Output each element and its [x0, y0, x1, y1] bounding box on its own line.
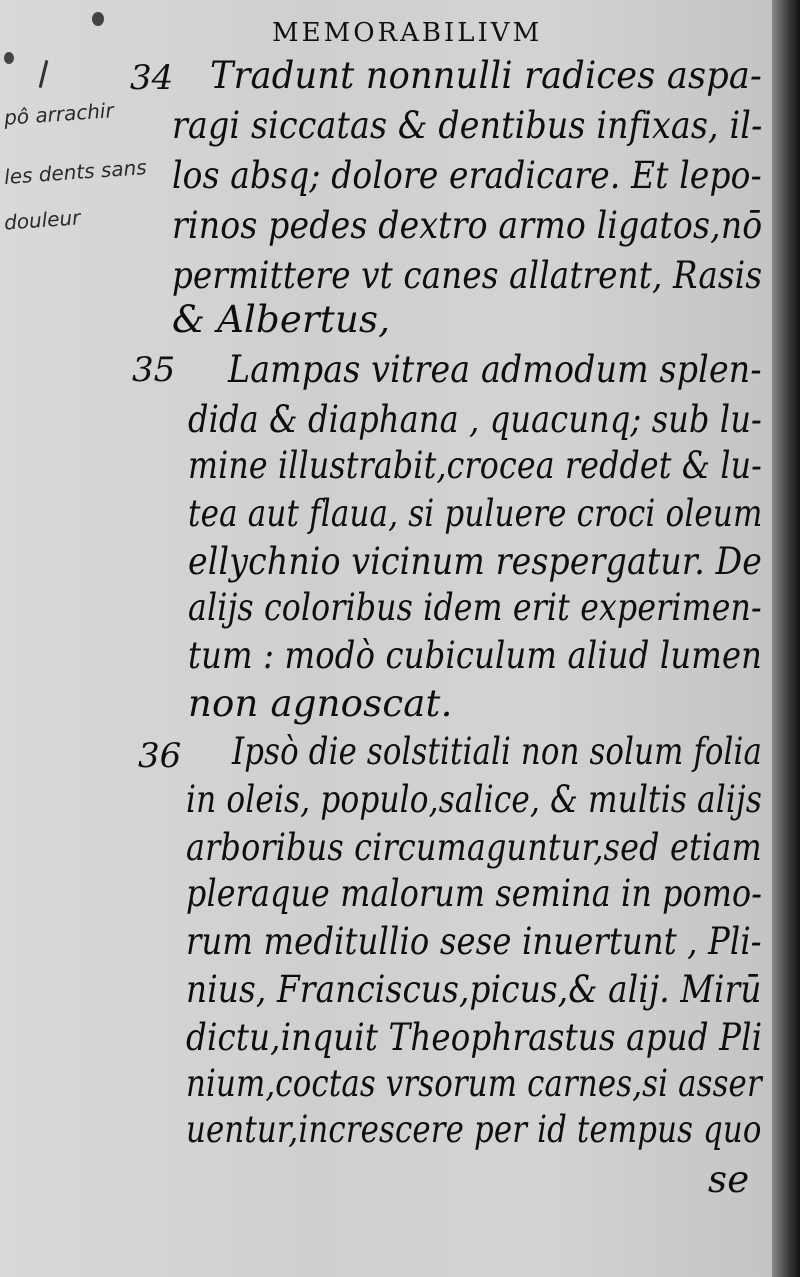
- text-line: arboribus circumaguntur,sed etiam: [186, 826, 762, 869]
- marginal-note-line: douleur: [3, 205, 82, 235]
- text-line: Ipsò die solstitiali non solum folia: [232, 730, 763, 773]
- marginal-stroke: [39, 60, 49, 88]
- text-line: dictu,inquit Theophrastus apud Pli: [186, 1016, 763, 1059]
- text-line: ragi siccatas & dentibus infixas, il-: [172, 104, 763, 147]
- text-line: rum meditullio sese inuertunt , Pli-: [186, 920, 762, 963]
- entry-number: 34: [130, 58, 174, 98]
- text-line: Tradunt nonnulli radices aspa-: [210, 54, 763, 97]
- text-line: pleraque malorum semina in pomo-: [186, 872, 763, 915]
- text-line: tea aut flaua, si puluere croci oleum: [188, 492, 763, 535]
- marginal-note-line: pô arrachir: [3, 98, 115, 130]
- catchword: se: [708, 1158, 750, 1201]
- text-line: rinos pedes dextro armo ligatos,nō: [172, 204, 763, 247]
- marginal-note-line: les dents sans: [3, 155, 148, 189]
- text-line: ellychnio vicinum respergatur. De: [188, 540, 763, 583]
- text-line: permittere vt canes allatrent, Rasis: [172, 254, 763, 297]
- text-line: Lampas vitrea admodum splen-: [228, 348, 762, 391]
- text-line: uentur,increscere per id tempus quo: [186, 1108, 762, 1151]
- text-line: los absq; dolore eradicare. Et lepo-: [172, 154, 762, 197]
- text-line: in oleis, populo,salice, & multis alijs: [186, 778, 762, 821]
- text-line: tum : modò cubiculum aliud lumen: [188, 634, 763, 677]
- entry-number: 35: [132, 350, 176, 390]
- text-line: mine illustrabit,crocea reddet & lu-: [188, 444, 763, 487]
- text-line: nium,coctas vrsorum carnes,si asser: [186, 1062, 762, 1105]
- text-line: & Albertus,: [172, 298, 391, 341]
- entry-number: 36: [138, 736, 182, 776]
- running-head: MEMORABILIVM: [272, 18, 543, 48]
- book-gutter: [772, 0, 800, 1277]
- text-line: alijs coloribus idem erit experimen-: [188, 586, 762, 629]
- text-line: non agnoscat.: [188, 682, 453, 725]
- text-line: nius, Franciscus,picus,& alij. Mirū: [186, 968, 762, 1011]
- ink-spot: [92, 12, 104, 26]
- text-line: dida & diaphana , quacunq; sub lu-: [188, 398, 763, 441]
- ink-spot: [4, 52, 14, 64]
